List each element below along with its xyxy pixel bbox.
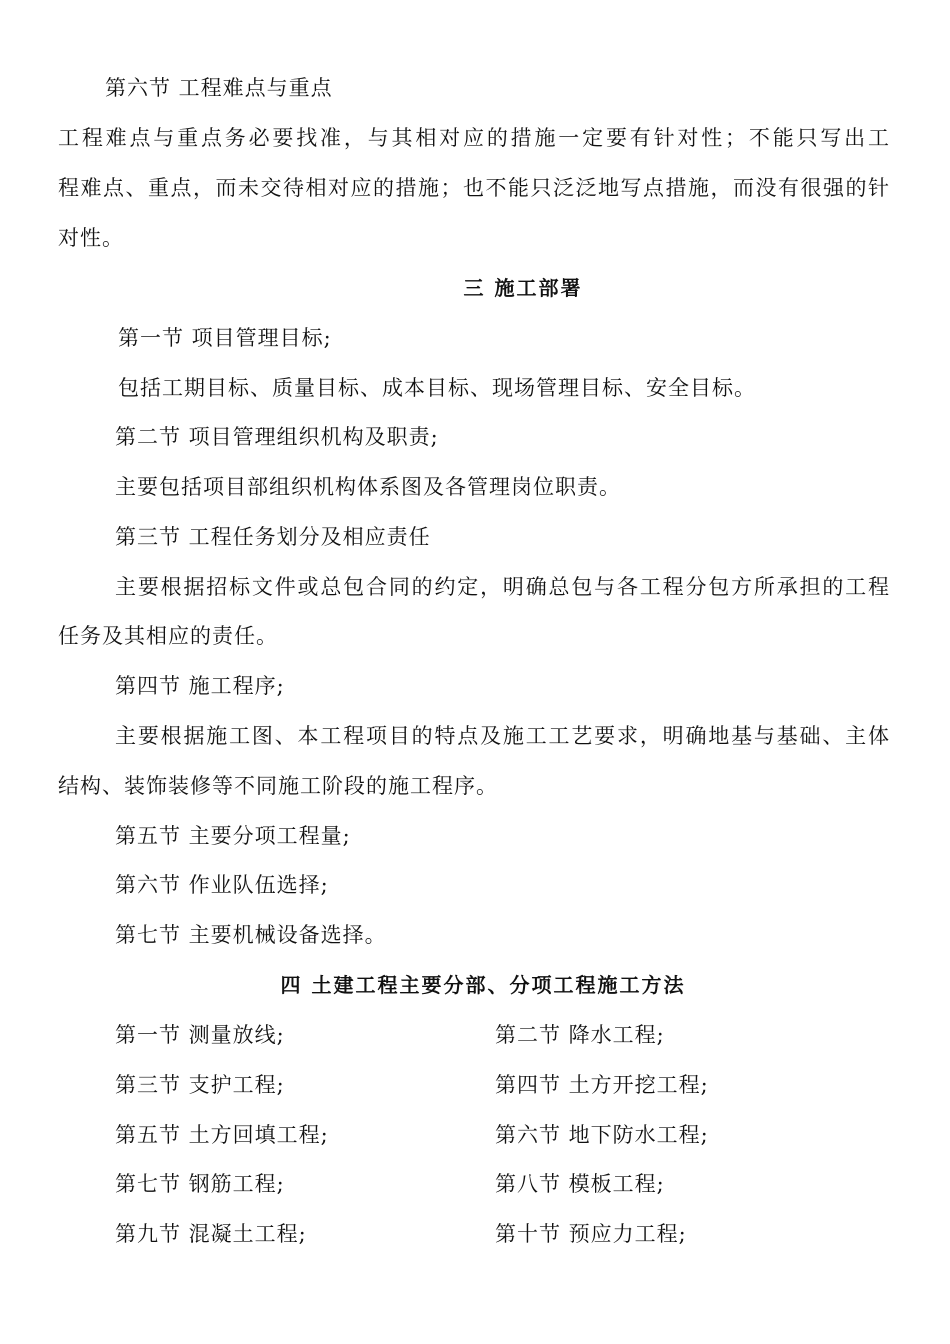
ch4-section-item: 第八节 模板工程; <box>495 1172 665 1196</box>
ch3-s3-body-line-2: 任务及其相应的责任。 <box>58 624 278 648</box>
ch4-section-item: 第四节 土方开挖工程; <box>495 1073 709 1097</box>
ch3-s1-heading: 第一节 项目管理目标; <box>118 326 332 350</box>
ch3-s4-body-line-2: 结构、装饰装修等不同施工阶段的施工程序。 <box>58 774 498 798</box>
chapter3-title: 三 施工部署 <box>463 276 583 300</box>
ch3-s6-heading: 第六节 作业队伍选择; <box>115 873 329 897</box>
section6-body-line-3: 对性。 <box>58 226 124 250</box>
ch3-s5-heading: 第五节 主要分项工程量; <box>115 824 351 848</box>
ch3-s4-body-line-1: 主要根据施工图、本工程项目的特点及施工工艺要求，明确地基与基础、主体 <box>115 724 890 748</box>
ch3-s3-heading: 第三节 工程任务划分及相应责任 <box>115 525 431 549</box>
section6-body-line-1: 工程难点与重点务必要找准，与其相对应的措施一定要有针对性；不能只写出工 <box>58 126 890 150</box>
ch3-s2-heading: 第二节 项目管理组织机构及职责; <box>115 425 439 449</box>
ch4-section-item: 第九节 混凝土工程; <box>115 1222 307 1246</box>
ch3-s7-heading: 第七节 主要机械设备选择。 <box>115 923 387 947</box>
section6-body-line-2: 程难点、重点，而未交待相对应的措施；也不能只泛泛地写点措施，而没有很强的针 <box>58 176 890 200</box>
ch3-s2-body: 主要包括项目部组织机构体系图及各管理岗位职责。 <box>115 475 621 499</box>
ch4-section-item: 第五节 土方回填工程; <box>115 1123 329 1147</box>
chapter4-title: 四 土建工程主要分部、分项工程施工方法 <box>280 973 686 997</box>
ch4-section-item: 第六节 地下防水工程; <box>495 1123 709 1147</box>
ch4-section-item: 第七节 钢筋工程; <box>115 1172 285 1196</box>
ch4-section-item: 第三节 支护工程; <box>115 1073 285 1097</box>
ch3-s3-body-line-1: 主要根据招标文件或总包合同的约定，明确总包与各工程分包方所承担的工程 <box>115 575 890 599</box>
ch4-section-item: 第十节 预应力工程; <box>495 1222 687 1246</box>
section6-heading: 第六节 工程难点与重点 <box>105 76 333 100</box>
ch4-section-item: 第一节 测量放线; <box>115 1023 285 1047</box>
ch3-s1-body: 包括工期目标、质量目标、成本目标、现场管理目标、安全目标。 <box>118 376 756 400</box>
ch3-s4-heading: 第四节 施工程序; <box>115 674 285 698</box>
ch4-section-item: 第二节 降水工程; <box>495 1023 665 1047</box>
